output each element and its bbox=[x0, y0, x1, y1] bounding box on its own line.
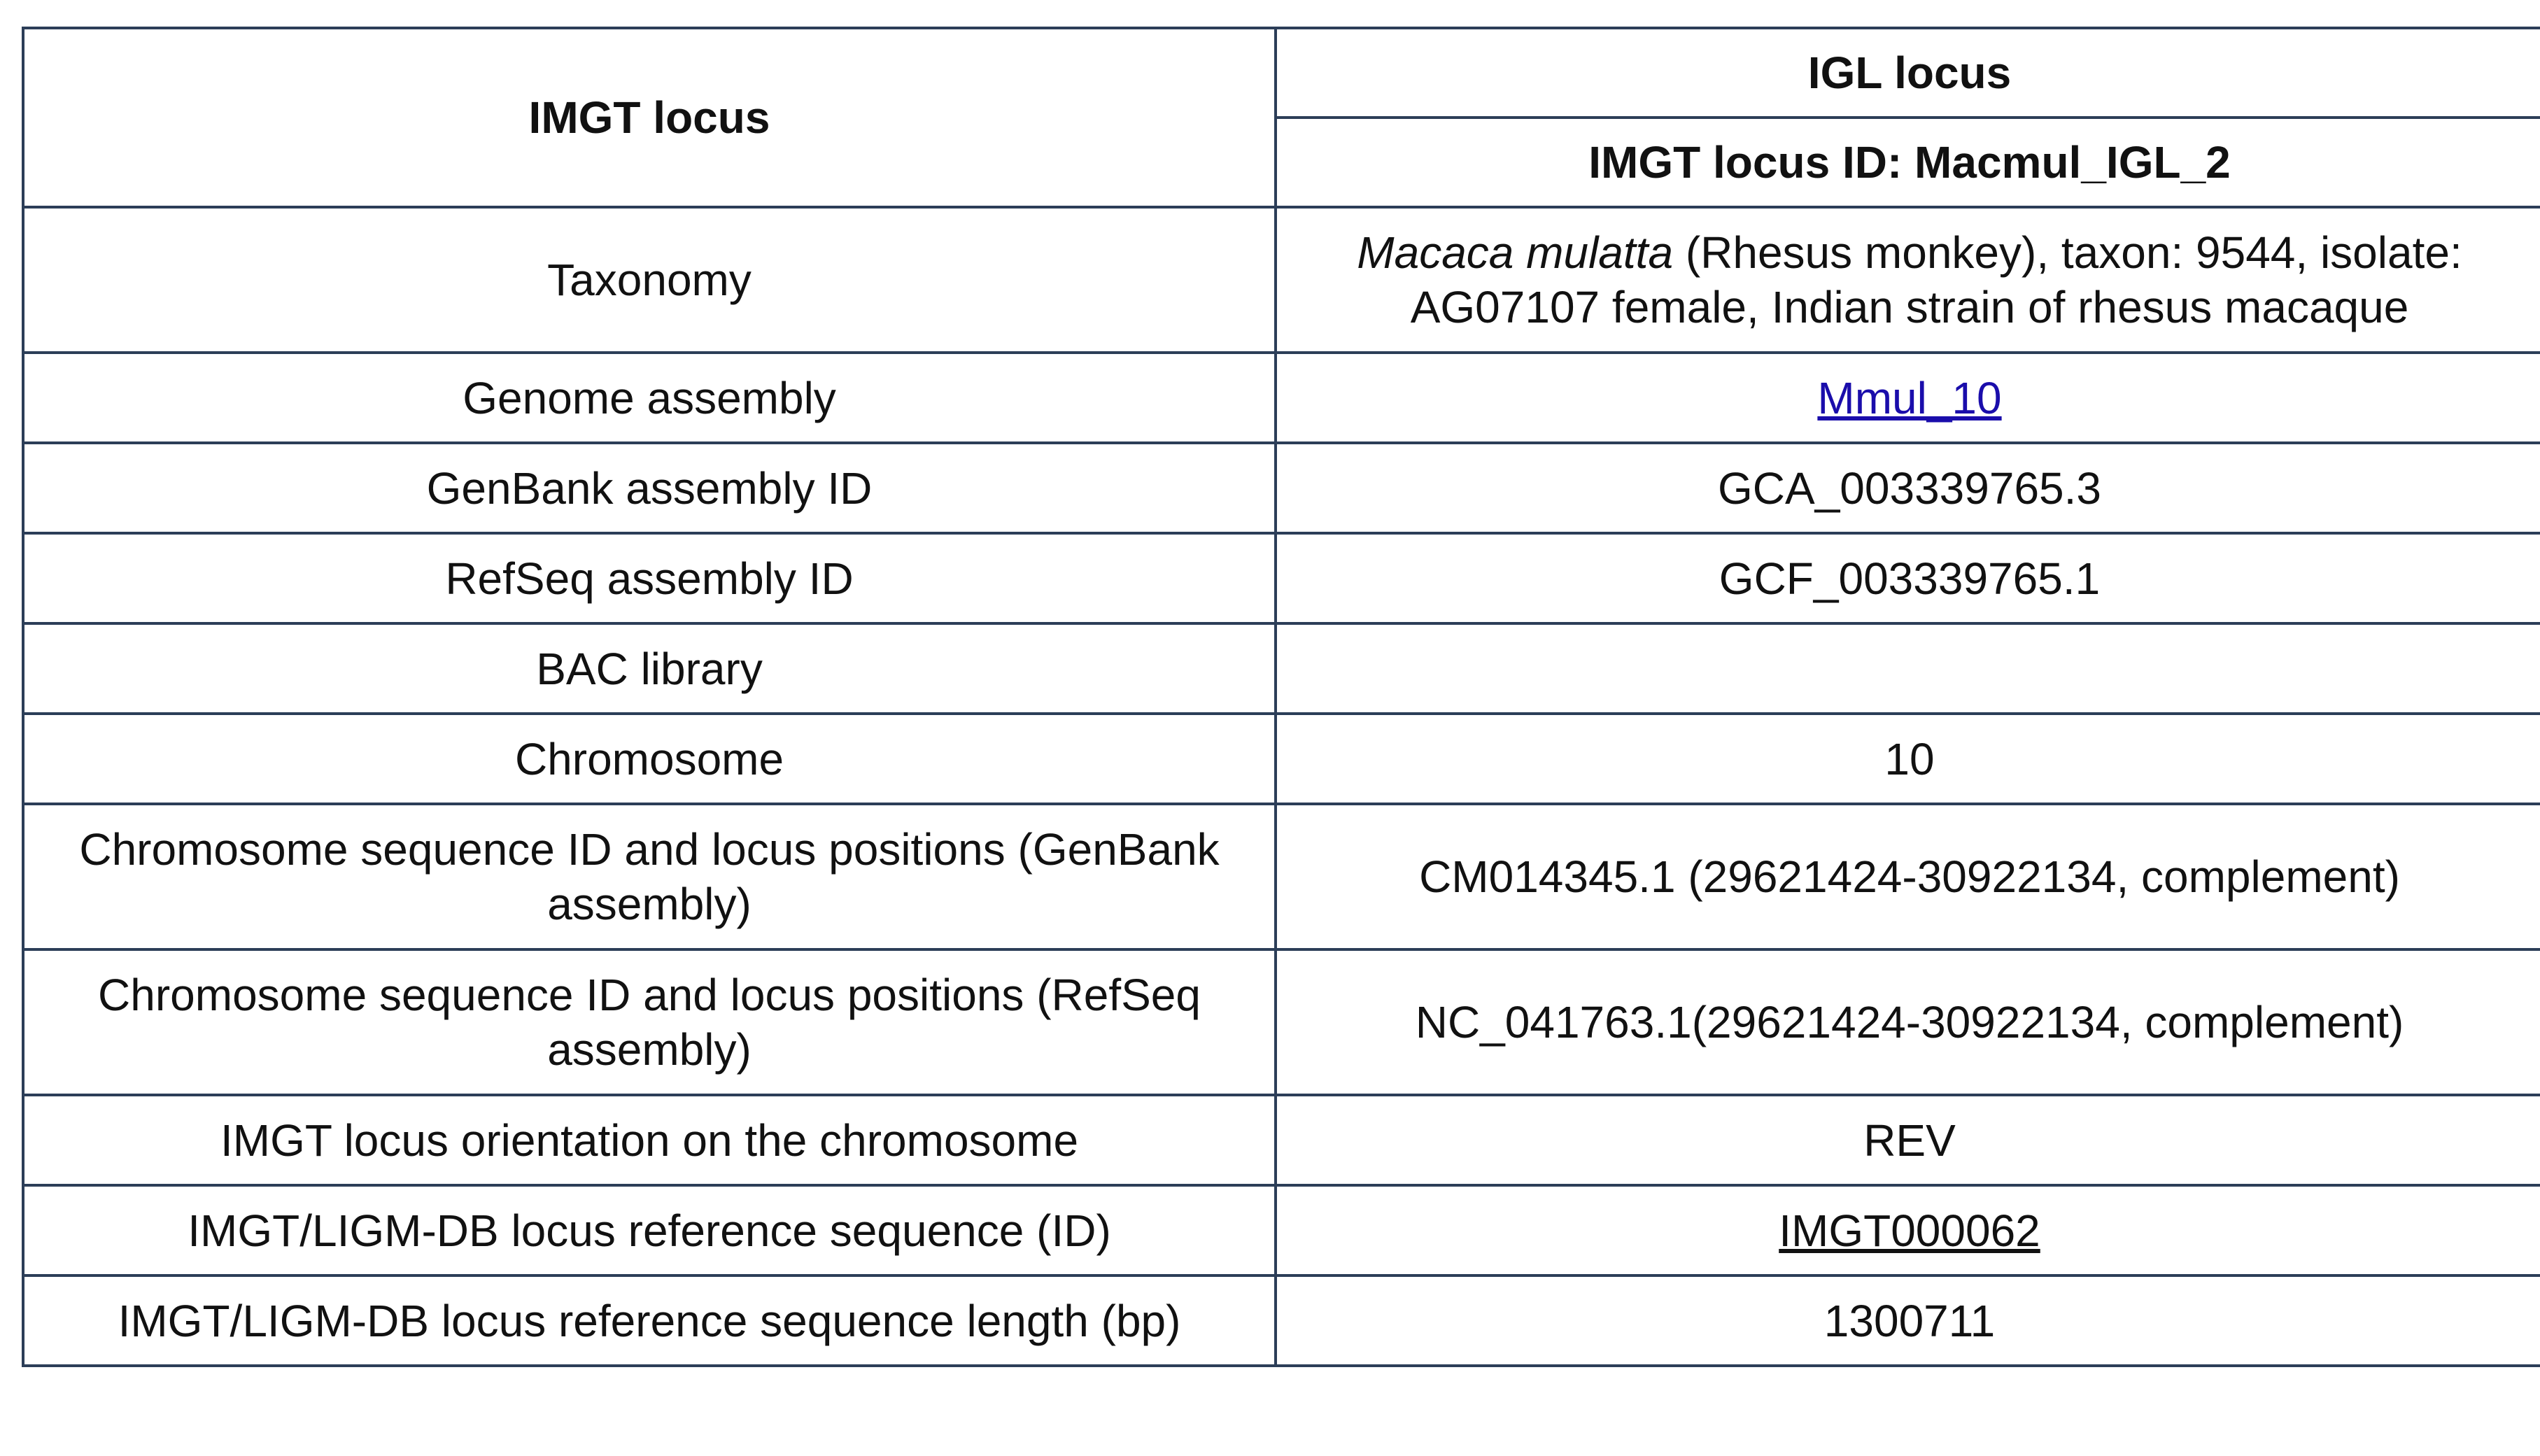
row-value bbox=[1276, 353, 2540, 443]
row-label: IMGT locus orientation on the chromosome bbox=[23, 1095, 1276, 1185]
row-label: Chromosome sequence ID and locus positions (RefSeq assembly) bbox=[23, 949, 1276, 1095]
table-row bbox=[23, 714, 2540, 804]
row-value: CM014345.1 (29621424-30922134, complement) bbox=[1276, 804, 2540, 949]
row-label: IMGT/LIGM-DB locus reference sequence (ID) bbox=[23, 1185, 1276, 1275]
header-imgt-locus: IMGT locus bbox=[23, 28, 1276, 207]
row-value: GCF_003339765.1 bbox=[1276, 533, 2540, 623]
row-value: GCA_003339765.3 bbox=[1276, 443, 2540, 533]
row-label: IMGT/LIGM-DB locus reference sequence length (bp) bbox=[23, 1275, 1276, 1366]
reference-sequence-link[interactable]: IMGT000062 bbox=[1779, 1205, 2040, 1256]
table-row bbox=[23, 533, 2540, 623]
genome-assembly-link[interactable]: Mmul_10 bbox=[1817, 372, 2002, 423]
header-locus-id: IMGT locus ID: Macmul_IGL_2 bbox=[1276, 118, 2540, 207]
table-row bbox=[23, 623, 2540, 714]
row-label: Chromosome sequence ID and locus positions (GenBank assembly) bbox=[23, 804, 1276, 949]
table-header-row bbox=[23, 28, 2540, 118]
row-label: BAC library bbox=[23, 623, 1276, 714]
row-label: GenBank assembly ID bbox=[23, 443, 1276, 533]
species-name: Macaca mulatta bbox=[1357, 227, 1674, 278]
row-value: NC_041763.1(29621424-30922134, complement) bbox=[1276, 949, 2540, 1095]
row-label: Taxonomy bbox=[23, 207, 1276, 353]
table-row bbox=[23, 443, 2540, 533]
table-row bbox=[23, 949, 2540, 1095]
table-row bbox=[23, 1185, 2540, 1275]
header-igl-locus: IGL locus bbox=[1276, 28, 2540, 118]
table-row bbox=[23, 353, 2540, 443]
row-label: Chromosome bbox=[23, 714, 1276, 804]
imgt-locus-table bbox=[22, 27, 2540, 1367]
table-row bbox=[23, 207, 2540, 353]
taxonomy-value bbox=[1276, 207, 2540, 353]
row-value: 1300711 bbox=[1276, 1275, 2540, 1366]
row-label: Genome assembly bbox=[23, 353, 1276, 443]
taxonomy-detail: (Rhesus monkey), taxon: 9544, isolate: AG07107 female, Indian strain of rhesus macaque bbox=[1410, 227, 2462, 332]
row-label: RefSeq assembly ID bbox=[23, 533, 1276, 623]
table-row bbox=[23, 1275, 2540, 1366]
row-value: 10 bbox=[1276, 714, 2540, 804]
row-value: REV bbox=[1276, 1095, 2540, 1185]
row-value bbox=[1276, 1185, 2540, 1275]
table-row bbox=[23, 1095, 2540, 1185]
table-row bbox=[23, 804, 2540, 949]
row-value bbox=[1276, 623, 2540, 714]
